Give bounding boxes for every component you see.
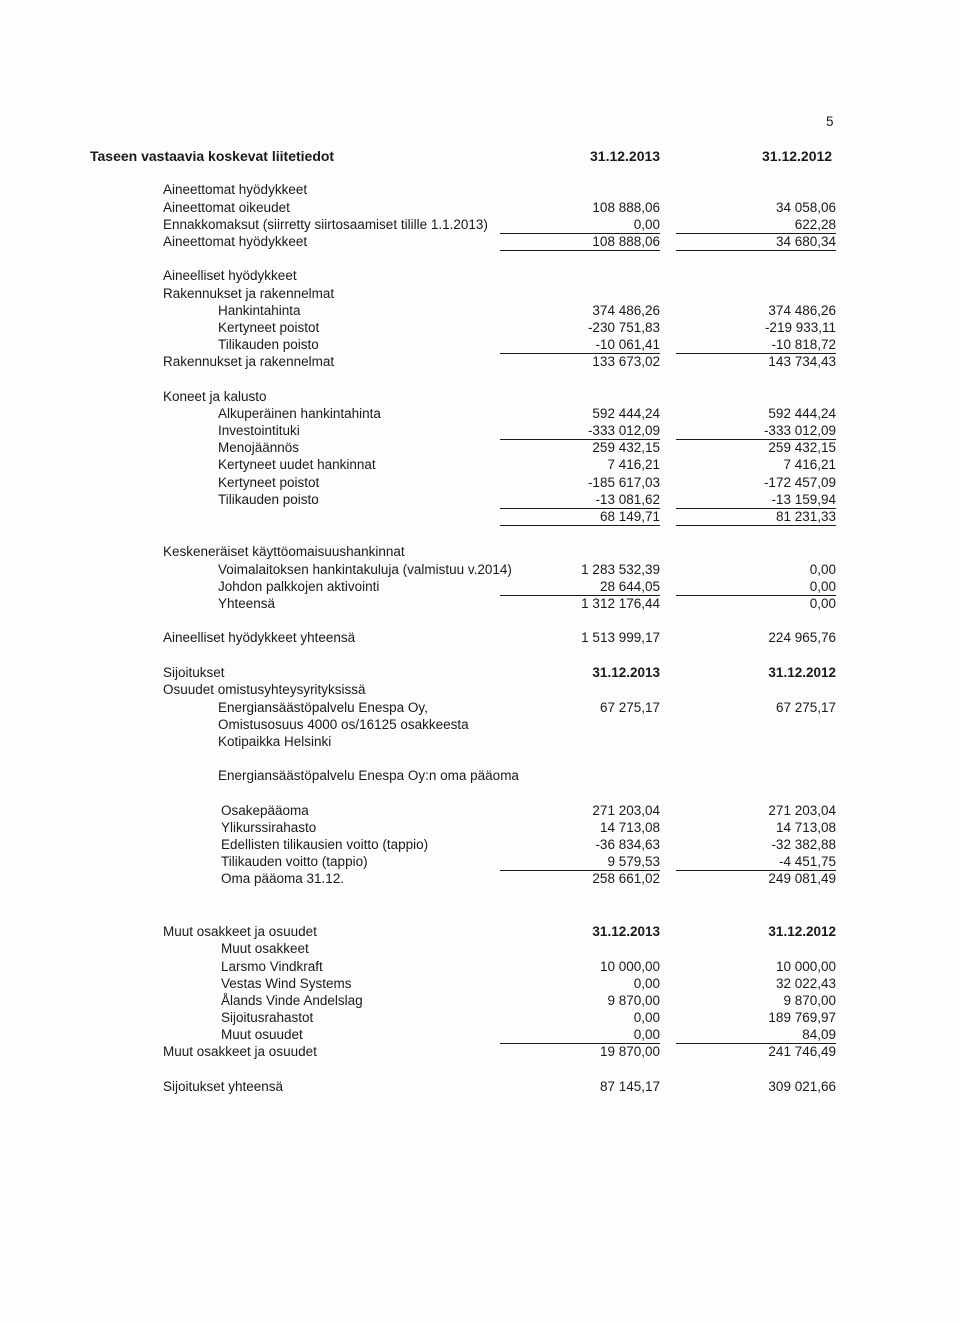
value-2013: -333 012,09	[500, 422, 660, 440]
table-row	[0, 181, 960, 198]
row-label: Tilikauden poisto	[218, 492, 319, 507]
table-row	[0, 853, 960, 870]
value-2012: 241 746,49	[768, 1044, 836, 1059]
value-2013: 271 203,04	[592, 803, 660, 818]
row-label: Edellisten tilikausien voitto (tappio)	[221, 837, 429, 852]
table-row	[0, 836, 960, 853]
table-row	[0, 561, 960, 578]
value-2013: 0,00	[500, 216, 660, 234]
table-row	[0, 767, 960, 784]
row-label: Oma pääoma 31.12.	[221, 871, 345, 886]
row-label: Ylikurssirahasto	[221, 820, 317, 835]
value-2013: -36 834,63	[595, 837, 660, 852]
table-row	[0, 733, 960, 750]
table-row	[0, 819, 960, 836]
table-row	[0, 1043, 960, 1060]
value-2013: -230 751,83	[587, 320, 660, 335]
table-row	[0, 699, 960, 716]
table-row	[0, 405, 960, 422]
row-label: Johdon palkkojen aktivointi	[218, 579, 380, 594]
row-label: Kertyneet uudet hankinnat	[218, 457, 376, 472]
column-header-2012: 31.12.2012	[762, 148, 833, 164]
value-2012: 7 416,21	[783, 457, 836, 472]
value-2013: -185 617,03	[587, 475, 660, 490]
value-2012: -13 159,94	[676, 491, 836, 509]
value-2013: -10 061,41	[500, 336, 660, 354]
page-number: 5	[826, 114, 834, 129]
value-2012: 271 203,04	[768, 803, 836, 818]
value-2013: 7 416,21	[607, 457, 660, 472]
row-label: Muut osakkeet	[221, 941, 309, 956]
row-label: Ennakkomaksut (siirretty siirtosaamiset tilille 1.1.2013)	[163, 217, 488, 232]
value-2013: 1 312 176,44	[581, 596, 660, 611]
value-2012: 224 965,76	[768, 630, 836, 645]
value-2012: 259 432,15	[768, 440, 836, 455]
value-2013: 108 888,06	[500, 233, 660, 251]
table-row	[0, 233, 960, 250]
table-row	[0, 336, 960, 353]
table-row	[0, 595, 960, 612]
table-row	[0, 664, 960, 681]
value-2012: 189 769,97	[768, 1010, 836, 1025]
table-row	[0, 353, 960, 370]
row-label: Sijoitukset	[163, 665, 225, 680]
table-row	[0, 474, 960, 491]
value-2012: -219 933,11	[764, 320, 836, 335]
row-label: Muut osakkeet ja osuudet	[163, 924, 317, 939]
table-row	[0, 870, 960, 887]
row-label: Aineelliset hyödykkeet	[163, 268, 297, 283]
row-label: Osakepääoma	[221, 803, 309, 818]
value-2013: 592 444,24	[592, 406, 660, 421]
row-label: Energiansäästöpalvelu Enespa Oy:n oma pääoma	[218, 768, 519, 783]
row-label: Sijoitukset yhteensä	[163, 1079, 284, 1094]
value-2012: -172 457,09	[763, 475, 836, 490]
value-2012: 0,00	[809, 562, 836, 577]
table-row	[0, 716, 960, 733]
table-row	[0, 1078, 960, 1095]
row-label: Tilikauden poisto	[218, 337, 319, 352]
value-2013: -13 081,62	[500, 491, 660, 509]
value-2013: 258 661,02	[592, 871, 660, 886]
table-row	[0, 681, 960, 698]
value-2013: 9 870,00	[607, 993, 660, 1008]
row-label: Rakennukset ja rakennelmat	[163, 286, 335, 301]
value-2013: 1 283 532,39	[581, 562, 660, 577]
value-2013: 259 432,15	[592, 440, 660, 455]
value-2013: 9 579,53	[500, 853, 660, 871]
value-2013: 31.12.2013	[592, 924, 660, 939]
table-row	[0, 302, 960, 319]
table-row	[0, 543, 960, 560]
value-2012: 249 081,49	[768, 871, 836, 886]
table-row	[0, 923, 960, 940]
row-label: Ålands Vinde Andelslag	[221, 993, 363, 1008]
row-label: Aineettomat hyödykkeet	[163, 234, 308, 249]
row-label: Alkuperäinen hankintahinta	[218, 406, 381, 421]
value-2013: 19 870,00	[599, 1044, 660, 1059]
table-row	[0, 992, 960, 1009]
table-row	[0, 216, 960, 233]
value-2012: 622,28	[676, 216, 836, 234]
value-2013: 10 000,00	[599, 959, 660, 974]
value-2013: 1 513 999,17	[581, 630, 660, 645]
row-label: Kertyneet poistot	[218, 320, 320, 335]
value-2013: 14 713,08	[599, 820, 660, 835]
value-2012: 31.12.2012	[768, 924, 836, 939]
row-label: Rakennukset ja rakennelmat	[163, 354, 335, 369]
value-2012: 32 022,43	[775, 976, 836, 991]
value-2012: -333 012,09	[676, 422, 836, 440]
row-label: Aineelliset hyödykkeet yhteensä	[163, 630, 356, 645]
table-row	[0, 508, 960, 525]
row-label: Kotipaikka Helsinki	[218, 734, 332, 749]
value-2012: 34 680,34	[676, 233, 836, 251]
table-row	[0, 629, 960, 646]
row-label: Menojäännös	[218, 440, 300, 455]
table-row	[0, 1009, 960, 1026]
column-header-2013: 31.12.2013	[590, 148, 661, 164]
table-row	[0, 319, 960, 336]
value-2012: -4 451,75	[676, 853, 836, 871]
row-label: Koneet ja kalusto	[163, 389, 267, 404]
table-row	[0, 267, 960, 284]
row-label: Keskeneräiset käyttöomaisuushankinnat	[163, 544, 405, 559]
row-label: Aineettomat hyödykkeet	[163, 182, 308, 197]
value-2013: 67 275,17	[599, 700, 660, 715]
table-row	[0, 940, 960, 957]
document-title: Taseen vastaavia koskevat liitetiedot	[90, 148, 335, 164]
row-label: Aineettomat oikeudet	[163, 200, 290, 215]
value-2012: 143 734,43	[768, 354, 836, 369]
row-label: Yhteensä	[218, 596, 276, 611]
value-2012: 309 021,66	[768, 1079, 836, 1094]
value-2012: 84,09	[676, 1026, 836, 1044]
row-label: Tilikauden voitto (tappio)	[221, 854, 368, 869]
table-row	[0, 388, 960, 405]
row-label: Omistusosuus 4000 os/16125 osakkeesta	[218, 717, 469, 732]
value-2012: 31.12.2012	[768, 665, 836, 680]
row-label: Kertyneet poistot	[218, 475, 320, 490]
table-row	[0, 439, 960, 456]
row-label: Sijoitusrahastot	[221, 1010, 314, 1025]
value-2012: -32 382,88	[771, 837, 836, 852]
row-label: Voimalaitoksen hankintakuluja (valmistuu v.2014)	[218, 562, 512, 577]
table-row	[0, 578, 960, 595]
value-2012: 592 444,24	[768, 406, 836, 421]
value-2013: 108 888,06	[592, 200, 660, 215]
value-2012: 34 058,06	[775, 200, 836, 215]
value-2013: 68 149,71	[500, 508, 660, 526]
value-2013: 0,00	[633, 1010, 660, 1025]
value-2013: 133 673,02	[592, 354, 660, 369]
table-row	[0, 975, 960, 992]
table-row	[0, 199, 960, 216]
table-row	[0, 491, 960, 508]
value-2012: 0,00	[676, 578, 836, 596]
value-2012: 81 231,33	[676, 508, 836, 526]
value-2013: 374 486,26	[592, 303, 660, 318]
row-label: Osuudet omistusyhteysyrityksissä	[163, 682, 366, 697]
table-row	[0, 958, 960, 975]
table-row	[0, 802, 960, 819]
row-label: Hankintahinta	[218, 303, 301, 318]
value-2012: 0,00	[809, 596, 836, 611]
row-label: Vestas Wind Systems	[221, 976, 352, 991]
row-label: Muut osakkeet ja osuudet	[163, 1044, 317, 1059]
table-row	[0, 422, 960, 439]
value-2013: 0,00	[500, 1026, 660, 1044]
value-2013: 87 145,17	[599, 1079, 660, 1094]
table-row	[0, 1026, 960, 1043]
row-label: Muut osuudet	[221, 1027, 303, 1042]
table-row	[0, 456, 960, 473]
value-2012: 9 870,00	[783, 993, 836, 1008]
value-2013: 28 644,05	[500, 578, 660, 596]
table-row	[0, 285, 960, 302]
row-label: Investointituki	[218, 423, 300, 438]
value-2012: 67 275,17	[775, 700, 836, 715]
value-2012: -10 818,72	[676, 336, 836, 354]
value-2013: 0,00	[633, 976, 660, 991]
row-label: Energiansäästöpalvelu Enespa Oy,	[218, 700, 428, 715]
value-2013: 31.12.2013	[592, 665, 660, 680]
row-label: Larsmo Vindkraft	[221, 959, 323, 974]
value-2012: 14 713,08	[775, 820, 836, 835]
value-2012: 10 000,00	[775, 959, 836, 974]
value-2012: 374 486,26	[768, 303, 836, 318]
